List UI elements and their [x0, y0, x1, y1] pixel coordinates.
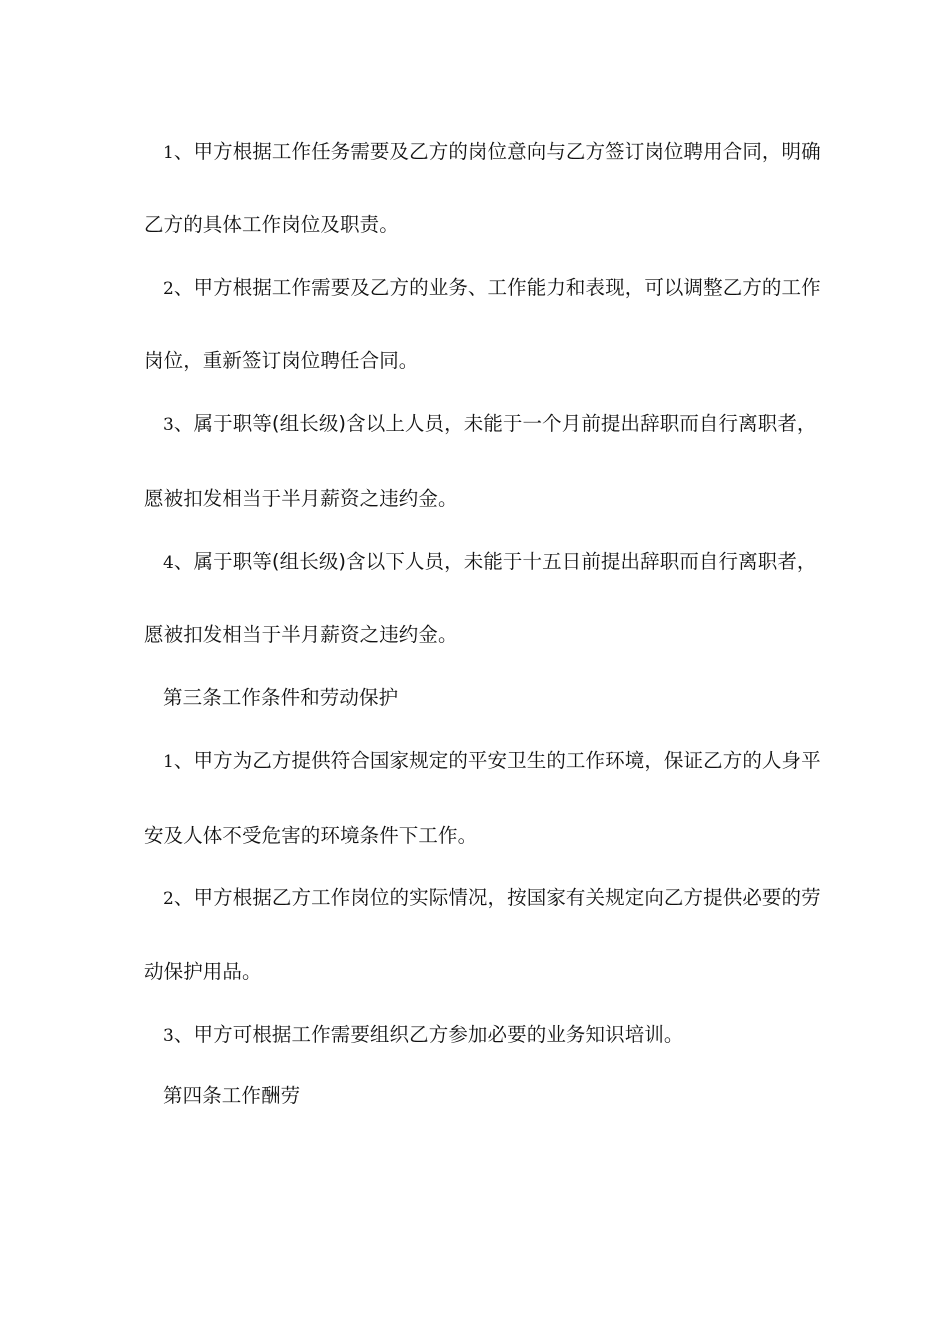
- item-number: 3: [163, 1026, 174, 1046]
- clause-2-item-4-line-2: [144, 621, 458, 649]
- clause-2-item-4-line-1: [163, 548, 817, 577]
- clause-4-heading: [163, 1082, 300, 1110]
- paragraph-text: 、甲方根据工作需要及乙方的业务、工作能力和表现，可以调整乙方的工作: [173, 276, 821, 299]
- clause-3-item-2-line-1: [163, 884, 821, 913]
- paragraph-text: 、属于职等(组长级)含以上人员，未能于一个月前提出辞职而自行离职者，: [173, 412, 817, 435]
- section-heading: 第三条工作条件和劳动保护: [163, 686, 399, 709]
- item-number: 2: [163, 889, 174, 909]
- clause-3-item-2-line-2: [144, 958, 262, 986]
- paragraph-text: 、甲方可根据工作需要组织乙方参加必要的业务知识培训。: [173, 1023, 684, 1046]
- clause-2-item-2-line-2: [144, 347, 418, 375]
- clause-3-item-1-line-1: [163, 747, 821, 776]
- paragraph-text: 、属于职等(组长级)含以下人员，未能于十五日前提出辞职而自行离职者，: [173, 550, 817, 573]
- section-heading: 第四条工作酬劳: [163, 1084, 301, 1107]
- paragraph-text: 安及人体不受危害的环境条件下工作。: [144, 824, 478, 847]
- item-number: 1: [163, 143, 174, 163]
- paragraph-text: 愿被扣发相当于半月薪资之违约金。: [144, 487, 458, 510]
- paragraph-text: 愿被扣发相当于半月薪资之违约金。: [144, 623, 458, 646]
- clause-2-item-3-line-2: [144, 485, 458, 513]
- item-number: 4: [163, 553, 174, 573]
- paragraph-text: 、甲方根据工作任务需要及乙方的岗位意向与乙方签订岗位聘用合同，明确: [173, 140, 821, 163]
- clause-3-item-1-line-2: [144, 822, 477, 850]
- clause-3-heading: [163, 684, 398, 712]
- item-number: 1: [163, 752, 174, 772]
- clause-2-item-3-line-1: [163, 410, 817, 439]
- clause-2-item-2-line-1: [163, 274, 821, 303]
- paragraph-text: 、甲方为乙方提供符合国家规定的平安卫生的工作环境，保证乙方的人身平: [173, 749, 821, 772]
- clause-2-item-1-line-1: [163, 138, 821, 167]
- clause-2-item-1-line-2: [144, 211, 399, 239]
- paragraph-text: 乙方的具体工作岗位及职责。: [144, 213, 399, 236]
- paragraph-text: 动保护用品。: [144, 960, 262, 983]
- paragraph-text: 、甲方根据乙方工作岗位的实际情况，按国家有关规定向乙方提供必要的劳: [173, 886, 821, 909]
- clause-3-item-3-line-1: [163, 1021, 684, 1050]
- item-number: 2: [163, 279, 174, 299]
- paragraph-text: 岗位，重新签订岗位聘任合同。: [144, 349, 419, 372]
- item-number: 3: [163, 415, 174, 435]
